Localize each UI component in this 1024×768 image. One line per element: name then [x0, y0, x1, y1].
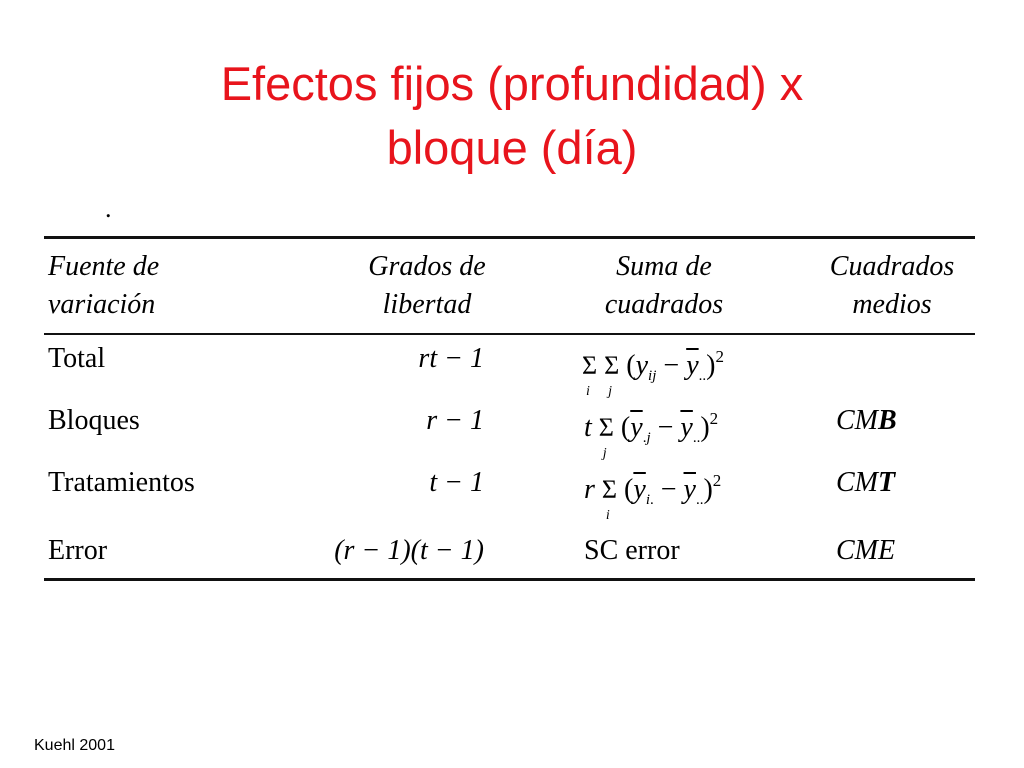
row-total-ss: Σ i Σ j $(y_{ij} - \overline{y}_{..})^2$ [582, 347, 724, 399]
row-tratamientos-df [374, 464, 484, 502]
table-header-rule [44, 333, 975, 335]
row-tratamientos-source: Tratamientos [48, 467, 195, 498]
header-ms-line2: medios [852, 289, 932, 320]
title-line-2: bloque (día) [386, 121, 638, 174]
row-error-ms-value: CME [836, 535, 896, 566]
row-tratamientos-ms-value: CMT [836, 467, 896, 498]
row-tratamientos-df-value: t − 1 [429, 467, 484, 498]
row-total-df [374, 340, 484, 378]
table-bottom-rule [44, 578, 975, 581]
row-total-source: Total [48, 343, 106, 374]
row-tratamientos-ms [836, 464, 895, 502]
header-source [48, 248, 159, 324]
row-total-df-value: rt − 1 [418, 343, 484, 374]
row-bloques-df [374, 402, 484, 440]
row-error-source: Error [48, 535, 108, 566]
title-line-1: Efectos fijos (profundidad) x [220, 57, 804, 110]
header-source-line1: Fuente de [48, 251, 160, 282]
header-ss [584, 248, 744, 324]
header-ms-line1: Cuadrados [829, 251, 955, 282]
row-bloques-ms [836, 402, 897, 440]
row-bloques-ss: t Σ j $(\overline{y}_{.j} - \overline{y}_{..})^2$ [584, 409, 719, 461]
row-tratamientos-ss: r Σ i $(\overline{y}_{i.} - \overline{y}_{..})^2$ [584, 471, 722, 523]
table-top-rule [44, 236, 975, 239]
row-bloques-source: Bloques [48, 405, 140, 436]
row-bloques-ms-value: CMB [836, 405, 897, 436]
row-error-ss-value: SC error [584, 535, 680, 566]
header-df [352, 248, 502, 324]
row-error-ms [836, 532, 895, 570]
header-df-line2: libertad [382, 289, 472, 320]
header-ss-line2: cuadrados [604, 289, 724, 320]
row-error-df [280, 532, 484, 570]
header-ss-line1: Suma de [616, 251, 712, 282]
header-df-line1: Grados de [368, 251, 486, 282]
citation-footer: Kuehl 2001 [34, 737, 115, 754]
anova-table [44, 236, 975, 584]
header-source-line2: variación [48, 289, 156, 320]
row-error-ss [584, 532, 680, 570]
header-ms [812, 248, 972, 324]
stray-marker: . [105, 194, 112, 223]
slide-title [0, 52, 1024, 180]
row-bloques-df-value: r − 1 [426, 405, 484, 436]
row-error-df-value: (r − 1)(t − 1) [334, 535, 484, 566]
